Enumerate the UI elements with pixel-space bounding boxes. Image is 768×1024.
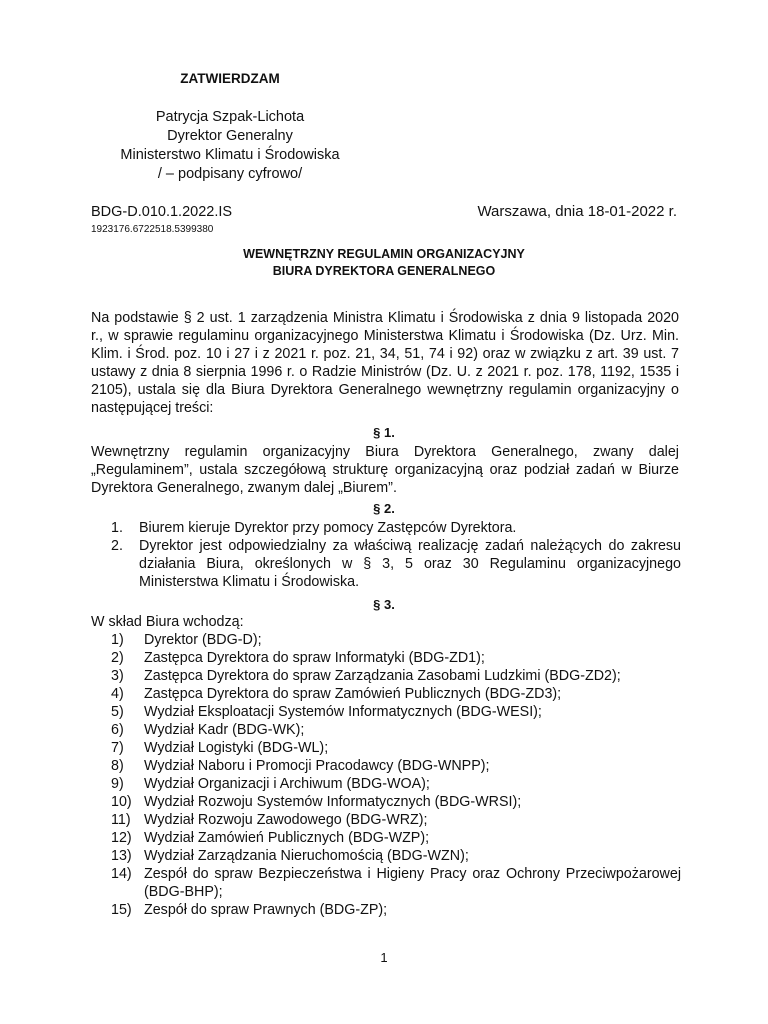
document-title-line-2: BIURA DYREKTORA GENERALNEGO xyxy=(272,264,496,278)
list-item-number: 5) xyxy=(111,704,124,720)
list-item-text: Zastępca Dyrektora do spraw Zarządzania Zasobami Ludzkimi (BDG-ZD2); xyxy=(144,668,621,684)
list-item-number: 1) xyxy=(111,632,124,648)
intro-paragraph: Na podstawie § 2 ust. 1 zarządzenia Ministra Klimatu i Środowiska z dnia 9 listopada 2020 r., w sprawie regulaminu organizacyjnego Ministerstwa Klimatu i Środowiska (Dz. Urz. Min. Klim. i Środ. poz. 10 i 27 i z 2021 r. poz. 21, 34, 51, 74 i 92) oraz w związku z art. 39 ust. 7 ustawy z dnia 8 sierpnia 1996 r. o Radzie Ministrów (Dz. U. z 2021 r. poz. 178, 1192, 1535 i 2105), ustala się dla Biura Dyrektora Generalnego wewnętrzny regulamin organizacyjny o następującej treści: xyxy=(91,310,679,416)
reference-number: 1923176.6722518.5399380 xyxy=(91,224,214,235)
document-title-line-1: WEWNĘTRZNY REGULAMIN ORGANIZACYJNY xyxy=(243,247,525,261)
list-item xyxy=(111,667,681,685)
list-item xyxy=(111,757,681,775)
approver-name: Patrycja Szpak-Lichota xyxy=(155,109,305,125)
approver-ministry: Ministerstwo Klimatu i Środowiska xyxy=(120,147,340,163)
section-2-list xyxy=(111,519,681,591)
list-item-number: 15) xyxy=(111,902,132,918)
list-item xyxy=(111,775,681,793)
list-item xyxy=(111,811,681,829)
list-item-text: Wydział Zarządzania Nieruchomością (BDG-WZN); xyxy=(144,848,469,864)
list-item-number: 1. xyxy=(111,520,123,536)
list-item-number: 13) xyxy=(111,848,132,864)
list-item-number: 11) xyxy=(111,812,131,828)
list-item-number: 6) xyxy=(111,722,124,738)
list-item-number: 7) xyxy=(111,740,124,756)
section-3-list xyxy=(111,631,681,919)
list-item-text: Wydział Logistyki (BDG-WL); xyxy=(144,740,329,756)
list-item-text: Zespół do spraw Bezpieczeństwa i Higieny Pracy oraz Ochrony Przeciwpożarowej (BDG-BHP); xyxy=(144,866,681,900)
list-item-text: Wydział Rozwoju Systemów Informatycznych (BDG-WRSI); xyxy=(144,794,522,810)
list-item-text: Biurem kieruje Dyrektor przy pomocy Zastępców Dyrektora. xyxy=(139,520,517,536)
list-item xyxy=(111,739,681,757)
list-item-text: Zastępca Dyrektora do spraw Informatyki (BDG-ZD1); xyxy=(144,650,485,666)
list-item-text: Wydział Zamówień Publicznych (BDG-WZP); xyxy=(144,830,430,846)
list-item-text: Zastępca Dyrektora do spraw Zamówień Publicznych (BDG-ZD3); xyxy=(144,686,562,702)
list-item-text: Dyrektor (BDG-D); xyxy=(144,632,262,648)
list-item xyxy=(111,721,681,739)
list-item xyxy=(111,901,681,919)
list-item-number: 9) xyxy=(111,776,124,792)
list-item-number: 8) xyxy=(111,758,124,774)
section-2-heading: § 2. xyxy=(373,501,395,516)
list-item-text: Wydział Naboru i Promocji Pracodawcy (BDG-WNPP); xyxy=(144,758,490,774)
section-3-lead: W skład Biura wchodzą: xyxy=(91,614,244,630)
list-item xyxy=(111,847,681,865)
list-item-number: 14) xyxy=(111,866,132,882)
reference-code: BDG-D.010.1.2022.IS xyxy=(91,204,233,220)
section-1-heading: § 1. xyxy=(373,425,395,440)
list-item-text: Wydział Rozwoju Zawodowego (BDG-WRZ); xyxy=(144,812,428,828)
list-item-number: 2. xyxy=(111,538,123,554)
page-number: 1 xyxy=(380,950,388,965)
approver-position: Dyrektor Generalny xyxy=(167,128,293,144)
list-item-number: 10) xyxy=(111,794,132,810)
list-item xyxy=(111,537,681,591)
section-1-text: Wewnętrzny regulamin organizacyjny Biura Dyrektora Generalnego, zwany dalej „Regulaminem”, ustala szczegółową strukturę organizacyjną oraz podział zadań w Biurze Dyrektora Generalnego, zwanym dalej „Biurem”. xyxy=(91,444,679,496)
list-item xyxy=(111,631,681,649)
list-item-number: 3) xyxy=(111,668,124,684)
list-item-number: 2) xyxy=(111,650,124,666)
list-item-text: Zespół do spraw Prawnych (BDG-ZP); xyxy=(144,902,388,918)
list-item-number: 12) xyxy=(111,830,132,846)
list-item-text: Wydział Eksploatacji Systemów Informatycznych (BDG-WESI); xyxy=(144,704,542,720)
document-title xyxy=(0,246,768,280)
list-item-text: Wydział Organizacji i Archiwum (BDG-WOA); xyxy=(144,776,430,792)
list-item xyxy=(111,649,681,667)
list-item-number: 4) xyxy=(111,686,124,702)
list-item-text: Dyrektor jest odpowiedzialny za właściwą realizację zadań należących do zakresu działania Biura, określonych w § 3, 5 oraz 30 Regulaminu organizacyjnego Ministerstwa Klimatu i Środowiska. xyxy=(139,538,681,590)
place-date: Warszawa, dnia 18-01-2022 r. xyxy=(477,203,677,220)
approval-block xyxy=(80,108,380,184)
list-item xyxy=(111,685,681,703)
list-item xyxy=(111,793,681,811)
approval-title: ZATWIERDZAM xyxy=(180,71,280,86)
list-item xyxy=(111,519,681,537)
list-item xyxy=(111,865,681,901)
list-item xyxy=(111,703,681,721)
list-item xyxy=(111,829,681,847)
list-item-text: Wydział Kadr (BDG-WK); xyxy=(144,722,305,738)
section-3-heading: § 3. xyxy=(373,597,395,612)
digital-signature-note: / – podpisany cyfrowo/ xyxy=(157,166,303,182)
